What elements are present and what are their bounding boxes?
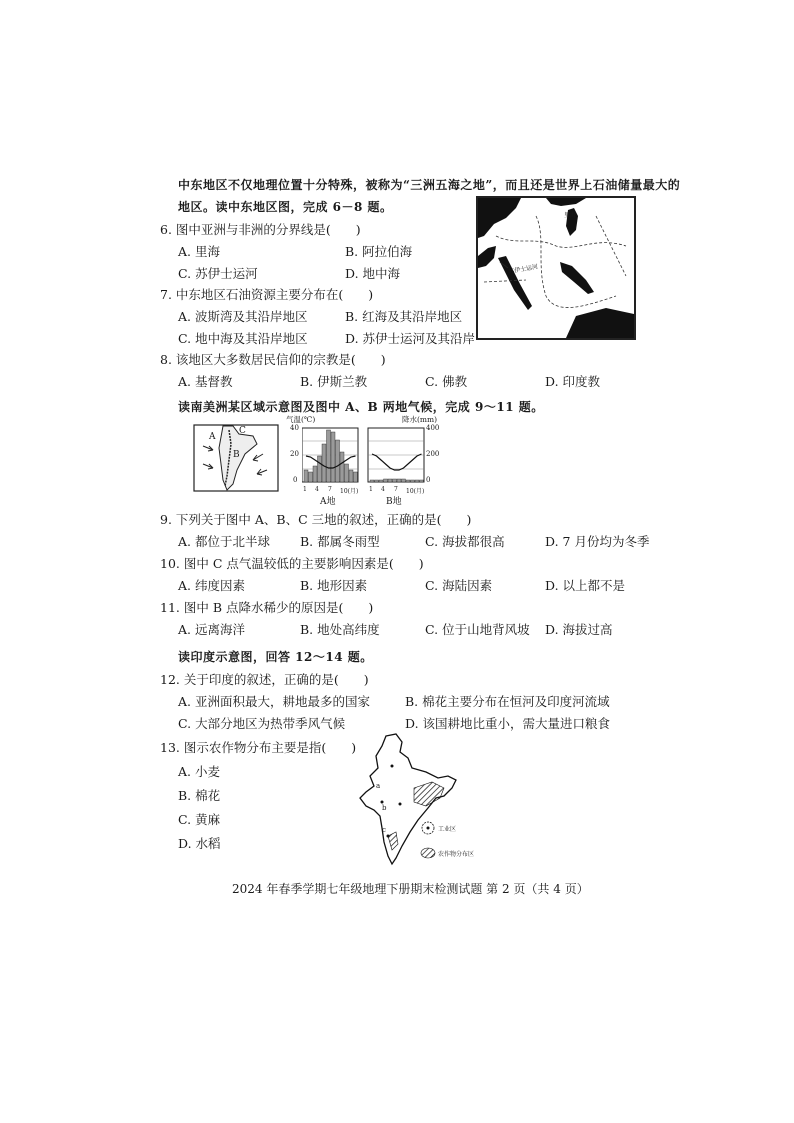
question-6-option-a[interactable]: A. 里海 (178, 244, 220, 259)
question-7-stem: 7. 中东地区石油资源主要分布在( ) (160, 287, 374, 302)
question-12-option-b[interactable]: B. 棉花主要分布在恒河及印度河流域 (405, 694, 610, 709)
precipitation-axis-label: 降水(mm) (402, 415, 438, 424)
month-tick-b-7: 7 (394, 486, 398, 493)
precip-tick-200: 200 (426, 450, 440, 458)
question-13-option-c[interactable]: C. 黄麻 (178, 812, 221, 827)
temp-tick-40: 40 (290, 424, 299, 432)
question-9-option-b[interactable]: B. 都属冬雨型 (300, 534, 380, 549)
question-13-option-b[interactable]: B. 棉花 (178, 788, 221, 803)
question-12-option-c[interactable]: C. 大部分地区为热带季风气候 (178, 716, 346, 731)
question-9-option-c[interactable]: C. 海拔都很高 (425, 534, 505, 549)
map-label-b: B (233, 450, 240, 460)
legend-crop-label: 农作物分布区 (438, 851, 475, 858)
india-intro: 读印度示意图，回答 12～14 题。 (178, 650, 373, 664)
precip-tick-400: 400 (426, 424, 440, 432)
question-13-stem: 13. 图示农作物分布主要是指( ) (160, 740, 357, 755)
page-footer: 2024 年春季学期七年级地理下册期末检测试题 第 2 页（共 4 页） (232, 882, 589, 896)
precip-tick-0: 0 (426, 476, 431, 484)
caspian-sea-label: 里海 (564, 212, 577, 219)
question-11-option-a[interactable]: A. 远离海洋 (178, 622, 245, 637)
middle-east-intro-line2: 地区。读中东地区图，完成 6－8 题。 (178, 200, 393, 214)
india-label-b: b (382, 804, 387, 812)
india-map (352, 732, 492, 868)
legend-industrial-label: 工业区 (438, 826, 457, 833)
middle-east-map (476, 196, 636, 340)
question-13-option-a[interactable]: A. 小麦 (178, 764, 220, 779)
temp-tick-20: 20 (290, 450, 299, 458)
question-8-option-b[interactable]: B. 伊斯兰教 (300, 374, 368, 389)
question-9-option-d[interactable]: D. 7 月份均为冬季 (545, 534, 650, 549)
month-tick-b-10: 10(月) (406, 488, 425, 495)
temperature-axis-label: 气温(℃) (286, 415, 316, 424)
question-12-option-a[interactable]: A. 亚洲面积最大，耕地最多的国家 (178, 694, 370, 709)
month-tick-a-4: 4 (315, 486, 319, 493)
india-label-a: a (376, 782, 381, 790)
question-10-option-b[interactable]: B. 地形因素 (300, 578, 368, 593)
suez-canal-label: 苏伊士运河 (507, 263, 539, 276)
chart-a-label: A地 (320, 497, 336, 507)
question-6-stem: 6. 图中亚洲与非洲的分界线是( ) (160, 222, 361, 237)
question-6-option-b[interactable]: B. 阿拉伯海 (345, 244, 413, 259)
month-tick-a-1: 1 (303, 486, 307, 493)
question-9-stem: 9. 下列关于图中 A、B、C 三地的叙述，正确的是( ) (160, 512, 472, 527)
chart-b-label: B地 (386, 497, 402, 507)
question-11-stem: 11. 图中 B 点降水稀少的原因是( ) (160, 600, 374, 615)
question-10-option-a[interactable]: A. 纬度因素 (178, 578, 245, 593)
question-8-option-c[interactable]: C. 佛教 (425, 374, 468, 389)
climate-charts (284, 414, 444, 506)
question-7-option-a[interactable]: A. 波斯湾及其沿岸地区 (178, 309, 308, 324)
question-11-option-b[interactable]: B. 地处高纬度 (300, 622, 380, 637)
temp-tick-0: 0 (293, 476, 298, 484)
south-america-intro: 读南美洲某区域示意图及图中 A、B 两地气候，完成 9～11 题。 (178, 400, 544, 414)
question-13-option-d[interactable]: D. 水稻 (178, 836, 221, 851)
question-8-stem: 8. 该地区大多数居民信仰的宗教是( ) (160, 352, 386, 367)
question-12-stem: 12. 关于印度的叙述，正确的是( ) (160, 672, 369, 687)
question-10-option-c[interactable]: C. 海陆因素 (425, 578, 493, 593)
question-11-option-c[interactable]: C. 位于山地背风坡 (425, 622, 530, 637)
question-10-option-d[interactable]: D. 以上都不是 (545, 578, 626, 593)
month-tick-a-10: 10(月) (340, 488, 359, 495)
question-8-option-a[interactable]: A. 基督教 (178, 374, 233, 389)
question-10-stem: 10. 图中 C 点气温较低的主要影响因素是( ) (160, 556, 424, 571)
question-6-option-d[interactable]: D. 地中海 (345, 266, 401, 281)
question-7-option-c[interactable]: C. 地中海及其沿岸地区 (178, 331, 308, 346)
map-label-c: C (239, 426, 246, 436)
south-america-map (193, 424, 279, 492)
india-label-c: c (382, 826, 386, 834)
question-8-option-d[interactable]: D. 印度教 (545, 374, 601, 389)
question-9-option-a[interactable]: A. 都位于北半球 (178, 534, 270, 549)
question-7-option-b[interactable]: B. 红海及其沿岸地区 (345, 309, 463, 324)
question-6-option-c[interactable]: C. 苏伊士运河 (178, 266, 258, 281)
map-label-a: A (209, 432, 216, 442)
month-tick-b-4: 4 (381, 486, 385, 493)
question-7-option-d[interactable]: D. 苏伊士运河及其沿岸 (345, 331, 476, 346)
question-12-option-d[interactable]: D. 该国耕地比重小，需大量进口粮食 (405, 716, 611, 731)
middle-east-intro-line1: 中东地区不仅地理位置十分特殊，被称为“三洲五海之地”，而且还是世界上石油储量最大的 (178, 178, 681, 192)
month-tick-a-7: 7 (328, 486, 332, 493)
month-tick-b-1: 1 (369, 486, 373, 493)
question-11-option-d[interactable]: D. 海拔过高 (545, 622, 613, 637)
